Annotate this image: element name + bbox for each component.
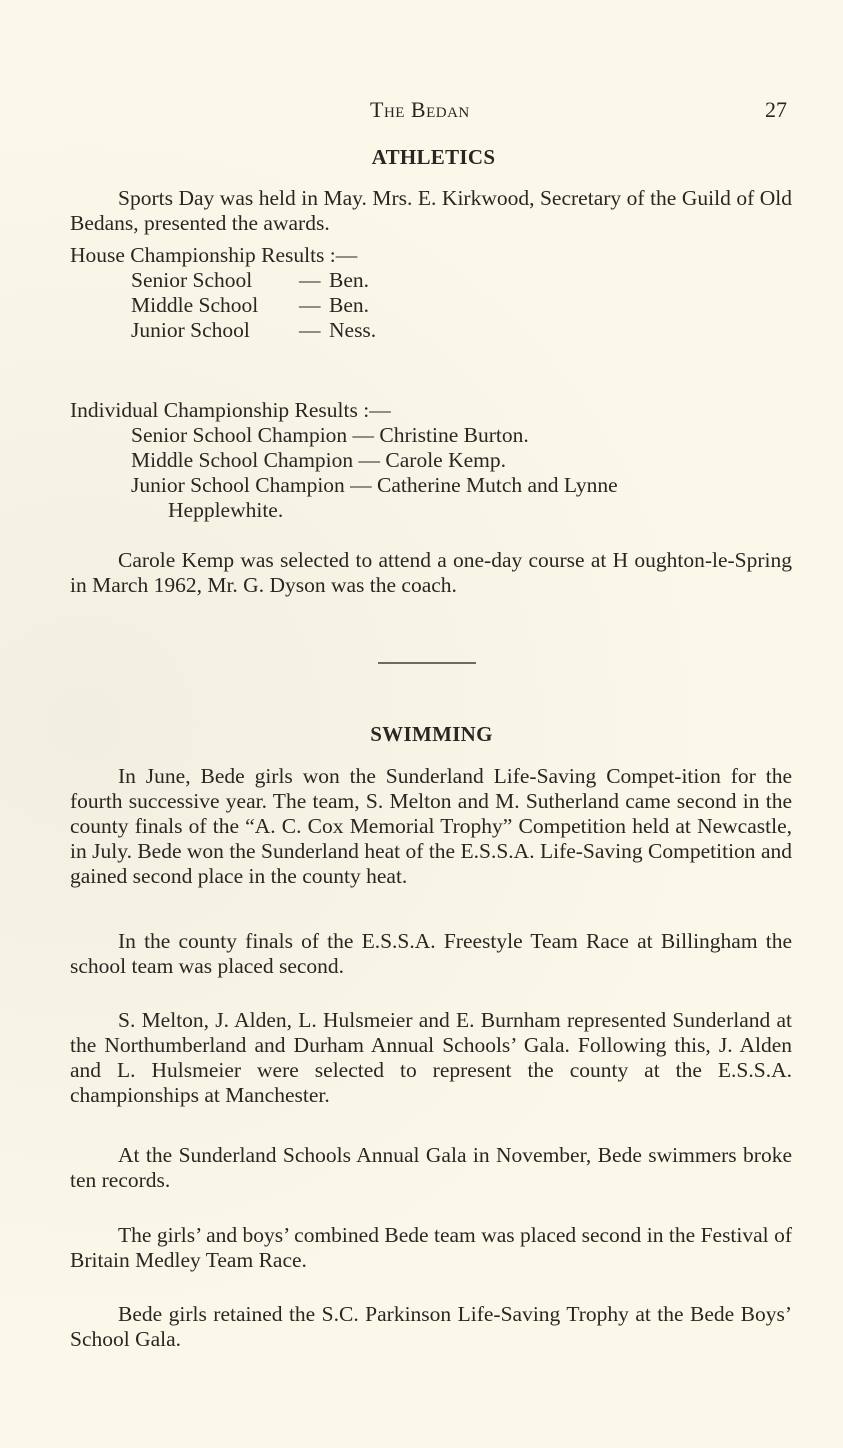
course-note-paragraph xyxy=(70,548,792,598)
swimming-paragraph-text: In the county finals of the E.S.S.A. Freestyle Team Race at Billingham the school team was placed second. xyxy=(70,929,792,978)
house-result-dash: — xyxy=(299,318,321,342)
swimming-paragraph xyxy=(70,1008,792,1108)
swimming-paragraph-text: In June, Bede girls won the Sunderland Life-Saving Compet-ition for the fourth successive year. The team, S. Melton and M. Sutherland came second in the county finals of the “A. C. Cox Memorial Trophy” Competition held at Newcastle, in July. Bede won the Sunderland heat of the E.S.S.A. Life-Saving Competition and gained second place in the county heat. xyxy=(70,764,792,888)
running-header xyxy=(70,97,790,127)
house-result-winner: Ben. xyxy=(329,293,370,317)
swimming-paragraph-text: At the Sunderland Schools Annual Gala in November, Bede swimmers broke ten records. xyxy=(70,1143,792,1192)
swimming-paragraph xyxy=(70,1143,792,1193)
house-result-dash: — xyxy=(299,293,321,317)
section-divider xyxy=(378,662,476,664)
house-championship-heading: House Championship Results :— xyxy=(70,243,358,267)
swimming-paragraph-text: The girls’ and boys’ combined Bede team was placed second in the Festival of Britain Medley Team Race. xyxy=(70,1223,792,1272)
athletics-intro-paragraph xyxy=(70,186,792,236)
house-result-school: Junior School xyxy=(131,318,250,342)
house-result-school: Senior School xyxy=(131,268,253,292)
house-result-dash: — xyxy=(299,268,321,292)
athletics-heading: ATHLETICS xyxy=(371,145,496,169)
house-result-winner: Ness. xyxy=(329,318,377,342)
swimming-paragraph-text: Bede girls retained the S.C. Parkinson Life-Saving Trophy at the Bede Boys’ School Gala. xyxy=(70,1302,792,1351)
swimming-paragraph xyxy=(70,1223,792,1273)
house-result-row xyxy=(131,293,369,318)
individual-result-continuation: Hepplewhite. xyxy=(168,498,284,522)
house-result-row xyxy=(131,318,376,343)
athletics-intro-text: Sports Day was held in May. Mrs. E. Kirkwood, Secretary of the Guild of Old Bedans, presented the awards. xyxy=(70,186,792,235)
swimming-heading: SWIMMING xyxy=(370,722,493,746)
individual-result-row: Senior School Champion — Christine Burton. xyxy=(131,423,529,447)
swimming-paragraph xyxy=(70,1302,792,1352)
house-result-winner: Ben. xyxy=(329,268,370,292)
swimming-paragraph xyxy=(70,929,792,979)
individual-championship-heading: Individual Championship Results :— xyxy=(70,398,391,422)
swimming-paragraph-text: S. Melton, J. Alden, L. Hulsmeier and E. Burnham represented Sunderland at the Northumberland and Durham Annual Schools’ Gala. Following this, J. Alden and L. Hulsmeier were selected to represent the county at the E.S.S.A. championships at Manchester. xyxy=(70,1008,792,1107)
page-number: 27 xyxy=(765,97,787,122)
house-result-school: Middle School xyxy=(131,293,259,317)
swimming-paragraph xyxy=(70,764,792,889)
house-result-row xyxy=(131,268,369,293)
running-title: The Bedan xyxy=(370,97,470,122)
individual-result-row: Middle School Champion — Carole Kemp. xyxy=(131,448,507,472)
individual-result-row: Junior School Champion — Catherine Mutch and Lynne xyxy=(131,473,618,497)
course-note-text: Carole Kemp was selected to attend a one-day course at H oughton-le-Spring in March 1962, Mr. G. Dyson was the coach. xyxy=(70,548,792,597)
